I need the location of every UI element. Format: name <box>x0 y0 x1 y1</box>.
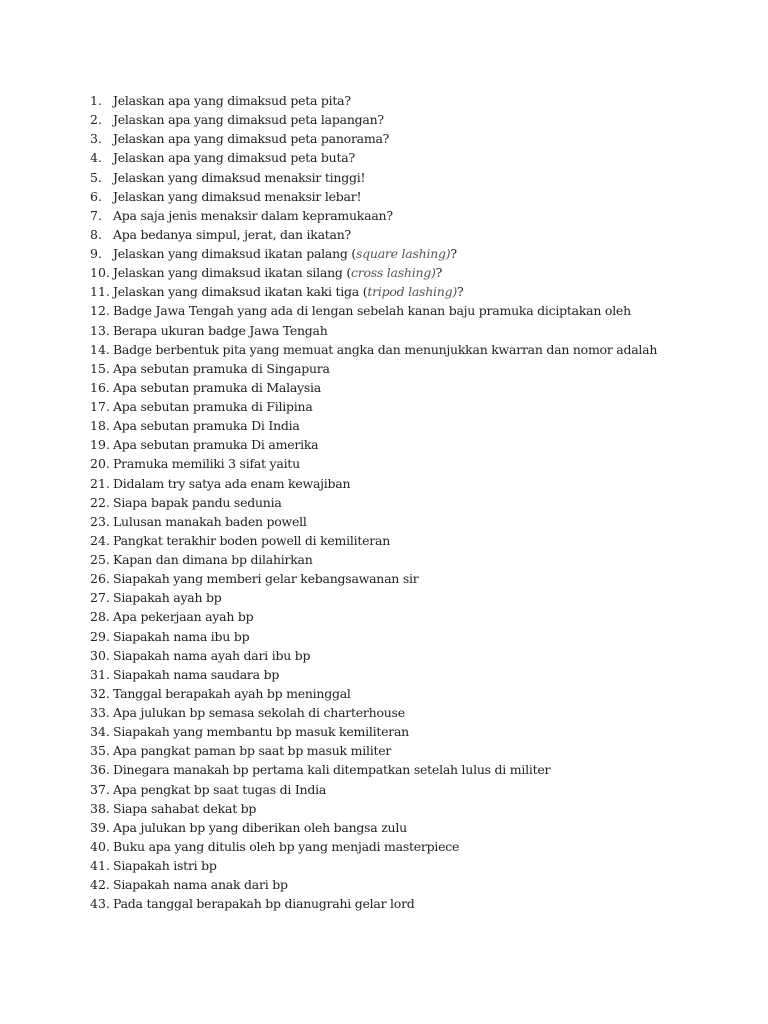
question-number: 10. <box>90 265 110 281</box>
question-item <box>90 837 657 856</box>
question-text-main: Siapakah nama saudara bp <box>113 666 280 682</box>
question-text-main: Apa sebutan pramuka di Filipina <box>113 399 313 414</box>
question-item <box>90 416 657 435</box>
question-item <box>90 91 657 110</box>
question-item <box>90 531 657 550</box>
question-number: 41. <box>90 858 110 873</box>
question-text <box>113 474 350 493</box>
question-item <box>90 168 657 187</box>
question-number: 13. <box>90 322 110 338</box>
question-text-main: Jelaskan yang dimaksud menaksir lebar! <box>113 188 362 204</box>
question-text-main: Dinegara manakah bp pertama kali ditempatkan setelah lulus di militer <box>113 762 551 778</box>
question-text-main: Pangkat terakhir boden powell di kemiliteran <box>113 532 391 548</box>
question-text <box>113 301 631 320</box>
question-number: 1. <box>90 93 102 108</box>
question-number: 39. <box>90 819 110 835</box>
question-item <box>90 799 657 818</box>
question-number: 16. <box>90 379 110 395</box>
question-number: 42. <box>90 877 110 893</box>
question-text <box>113 359 330 378</box>
question-number: 22. <box>90 494 110 510</box>
question-item <box>90 665 657 684</box>
question-text-main: Jelaskan apa yang dimaksud peta buta? <box>113 150 355 166</box>
question-text-main: Siapakah ayah bp <box>113 590 222 606</box>
question-text <box>113 646 310 665</box>
question-text-main: Jelaskan apa yang dimaksud peta panorama? <box>113 131 390 147</box>
question-number: 23. <box>90 513 110 529</box>
question-text <box>113 187 361 206</box>
question-number: 26. <box>90 571 110 587</box>
question-text <box>113 531 390 550</box>
question-number: 8. <box>90 226 102 242</box>
question-text-main: Apa sebutan pramuka Di India <box>113 418 300 434</box>
question-text <box>113 148 355 167</box>
question-text <box>113 225 351 244</box>
question-text-main: Badge berbentuk pita yang memuat angka dan menunjukkan kwarran dan nomor adalah <box>113 341 658 357</box>
question-item <box>90 340 657 359</box>
question-number: 6. <box>90 188 102 204</box>
question-item <box>90 684 657 703</box>
question-text-main: Siapakah nama ayah dari ibu bp <box>113 647 311 663</box>
question-text <box>113 627 249 646</box>
question-number: 17. <box>90 399 110 414</box>
question-text <box>113 493 282 512</box>
question-text <box>113 416 300 435</box>
question-text-main: Siapakah yang memberi gelar kebangsawanan sir <box>113 571 419 587</box>
question-item <box>90 894 657 913</box>
question-text-main: Siapakah istri bp <box>113 858 217 873</box>
question-text-main: Pada tanggal berapakah bp dianugrahi gelar lord <box>113 896 415 912</box>
question-text <box>113 684 351 703</box>
question-text <box>113 110 384 129</box>
question-text-main: Jelaskan yang dimaksud ikatan palang ( <box>113 246 357 261</box>
question-number: 15. <box>90 360 110 376</box>
question-item <box>90 780 657 799</box>
question-number: 24. <box>90 532 110 548</box>
question-item <box>90 646 657 665</box>
question-text-main: Apa sebutan pramuka di Singapura <box>113 360 330 376</box>
question-text-main: Apa pekerjaan ayah bp <box>113 609 254 625</box>
question-text <box>113 397 313 416</box>
question-text-suffix: ? <box>450 246 457 261</box>
question-text <box>113 340 657 359</box>
question-item <box>90 397 657 416</box>
question-text-main: Apa pengkat bp saat tugas di India <box>113 781 327 797</box>
question-item <box>90 435 657 454</box>
question-text <box>113 665 279 684</box>
question-text <box>113 206 393 225</box>
question-item <box>90 856 657 875</box>
question-item <box>90 875 657 894</box>
question-number: 7. <box>90 207 102 223</box>
question-number: 25. <box>90 552 110 567</box>
question-text <box>113 129 389 148</box>
question-number: 2. <box>90 112 102 128</box>
question-text-main: Pramuka memiliki 3 sifat yaitu <box>113 456 300 472</box>
question-text <box>113 321 328 340</box>
question-item <box>90 550 657 569</box>
question-text-main: Lulusan manakah baden powell <box>113 513 307 529</box>
question-item <box>90 282 657 301</box>
question-item <box>90 110 657 129</box>
question-text-main: Siapakah nama ibu bp <box>113 628 250 644</box>
question-number: 30. <box>90 647 110 663</box>
question-number: 43. <box>90 896 110 912</box>
question-text <box>113 512 307 531</box>
question-item <box>90 627 657 646</box>
question-number: 31. <box>90 666 110 682</box>
question-text-main: Berapa ukuran badge Jawa Tengah <box>113 322 328 338</box>
question-text <box>113 435 318 454</box>
question-text-suffix: ? <box>456 284 464 300</box>
question-text <box>113 837 459 856</box>
question-item <box>90 359 657 378</box>
question-number: 34. <box>90 724 110 740</box>
question-number: 27. <box>90 590 110 606</box>
question-item <box>90 474 657 493</box>
question-text <box>113 454 300 473</box>
question-item <box>90 321 657 340</box>
question-text-main: Didalam try satya ada enam kewajiban <box>113 475 351 491</box>
question-number: 21. <box>90 475 110 491</box>
question-text-main: Siapa sahabat dekat bp <box>113 800 257 816</box>
question-text-main: Jelaskan yang dimaksud menaksir tinggi! <box>113 169 366 185</box>
question-number: 11. <box>90 284 110 300</box>
question-item <box>90 512 657 531</box>
question-text <box>113 282 463 301</box>
question-text-main: Kapan dan dimana bp dilahirkan <box>113 552 313 567</box>
question-text <box>113 168 365 187</box>
question-text-italic-term: tripod lashing) <box>367 284 457 300</box>
question-item <box>90 741 657 760</box>
question-item <box>90 263 657 282</box>
question-number: 18. <box>90 418 110 434</box>
question-text <box>113 741 391 760</box>
question-text <box>113 588 222 607</box>
question-number: 3. <box>90 131 102 147</box>
question-text <box>113 799 256 818</box>
question-number: 12. <box>90 303 110 319</box>
question-number: 32. <box>90 685 110 701</box>
question-text-italic-term: square lashing) <box>356 246 451 261</box>
question-item <box>90 760 657 779</box>
question-item <box>90 703 657 722</box>
question-text <box>113 780 326 799</box>
question-number: 20. <box>90 456 110 472</box>
question-item <box>90 244 657 263</box>
question-item <box>90 187 657 206</box>
question-item <box>90 818 657 837</box>
question-item <box>90 722 657 741</box>
question-item <box>90 588 657 607</box>
question-item <box>90 148 657 167</box>
question-item <box>90 493 657 512</box>
question-item <box>90 301 657 320</box>
question-text-main: Apa saja jenis menaksir dalam kepramukaan? <box>113 207 393 223</box>
question-text-main: Jelaskan apa yang dimaksud peta lapangan? <box>113 112 384 128</box>
question-item <box>90 569 657 588</box>
question-text <box>113 894 415 913</box>
question-number: 40. <box>90 838 110 854</box>
question-number: 29. <box>90 628 110 644</box>
question-item <box>90 129 657 148</box>
question-text <box>113 607 253 626</box>
question-item <box>90 225 657 244</box>
question-text <box>113 378 321 397</box>
question-text-main: Apa pangkat paman bp saat bp masuk militer <box>113 743 392 759</box>
question-text-main: Apa sebutan pramuka di Malaysia <box>113 379 322 395</box>
question-text <box>113 244 457 263</box>
question-text-main: Apa sebutan pramuka Di amerika <box>113 437 319 453</box>
question-text <box>113 263 442 282</box>
question-text-main: Jelaskan yang dimaksud ikatan silang ( <box>113 265 351 281</box>
question-text-main: Tanggal berapakah ayah bp meninggal <box>113 685 351 701</box>
question-number: 33. <box>90 705 110 720</box>
question-number: 35. <box>90 743 110 759</box>
question-text <box>113 760 550 779</box>
question-item <box>90 454 657 473</box>
question-text-main: Jelaskan apa yang dimaksud peta pita? <box>113 93 351 108</box>
question-number: 4. <box>90 150 102 166</box>
question-number: 5. <box>90 169 102 185</box>
question-text-main: Siapakah yang membantu bp masuk kemiliteran <box>113 724 409 740</box>
question-number: 36. <box>90 762 110 778</box>
question-text <box>113 875 288 894</box>
question-text-italic-term: cross lashing) <box>350 265 436 281</box>
question-item <box>90 206 657 225</box>
question-text <box>113 818 407 837</box>
question-number: 38. <box>90 800 110 816</box>
question-text <box>113 856 217 875</box>
question-text-suffix: ? <box>435 265 443 281</box>
question-text <box>113 722 409 741</box>
question-text-main: Siapakah nama anak dari bp <box>113 877 288 893</box>
question-number: 9. <box>90 246 102 261</box>
question-text <box>113 703 405 722</box>
question-item <box>90 607 657 626</box>
question-text-main: Siapa bapak pandu sedunia <box>113 494 282 510</box>
question-text-main: Apa julukan bp semasa sekolah di charterhouse <box>113 705 405 720</box>
question-list <box>90 91 657 913</box>
question-text-main: Apa bedanya simpul, jerat, dan ikatan? <box>113 226 352 242</box>
question-number: 28. <box>90 609 110 625</box>
question-item <box>90 378 657 397</box>
question-text-main: Buku apa yang ditulis oleh bp yang menjadi masterpiece <box>113 838 460 854</box>
question-text <box>113 569 418 588</box>
question-text-main: Badge Jawa Tengah yang ada di lengan sebelah kanan baju pramuka diciptakan oleh <box>113 303 631 319</box>
question-text <box>113 91 351 110</box>
question-number: 14. <box>90 341 110 357</box>
question-text-main: Apa julukan bp yang diberikan oleh bangsa zulu <box>113 819 407 835</box>
question-text <box>113 550 313 569</box>
question-number: 37. <box>90 781 110 797</box>
question-text-main: Jelaskan yang dimaksud ikatan kaki tiga ( <box>113 284 368 300</box>
question-number: 19. <box>90 437 110 453</box>
